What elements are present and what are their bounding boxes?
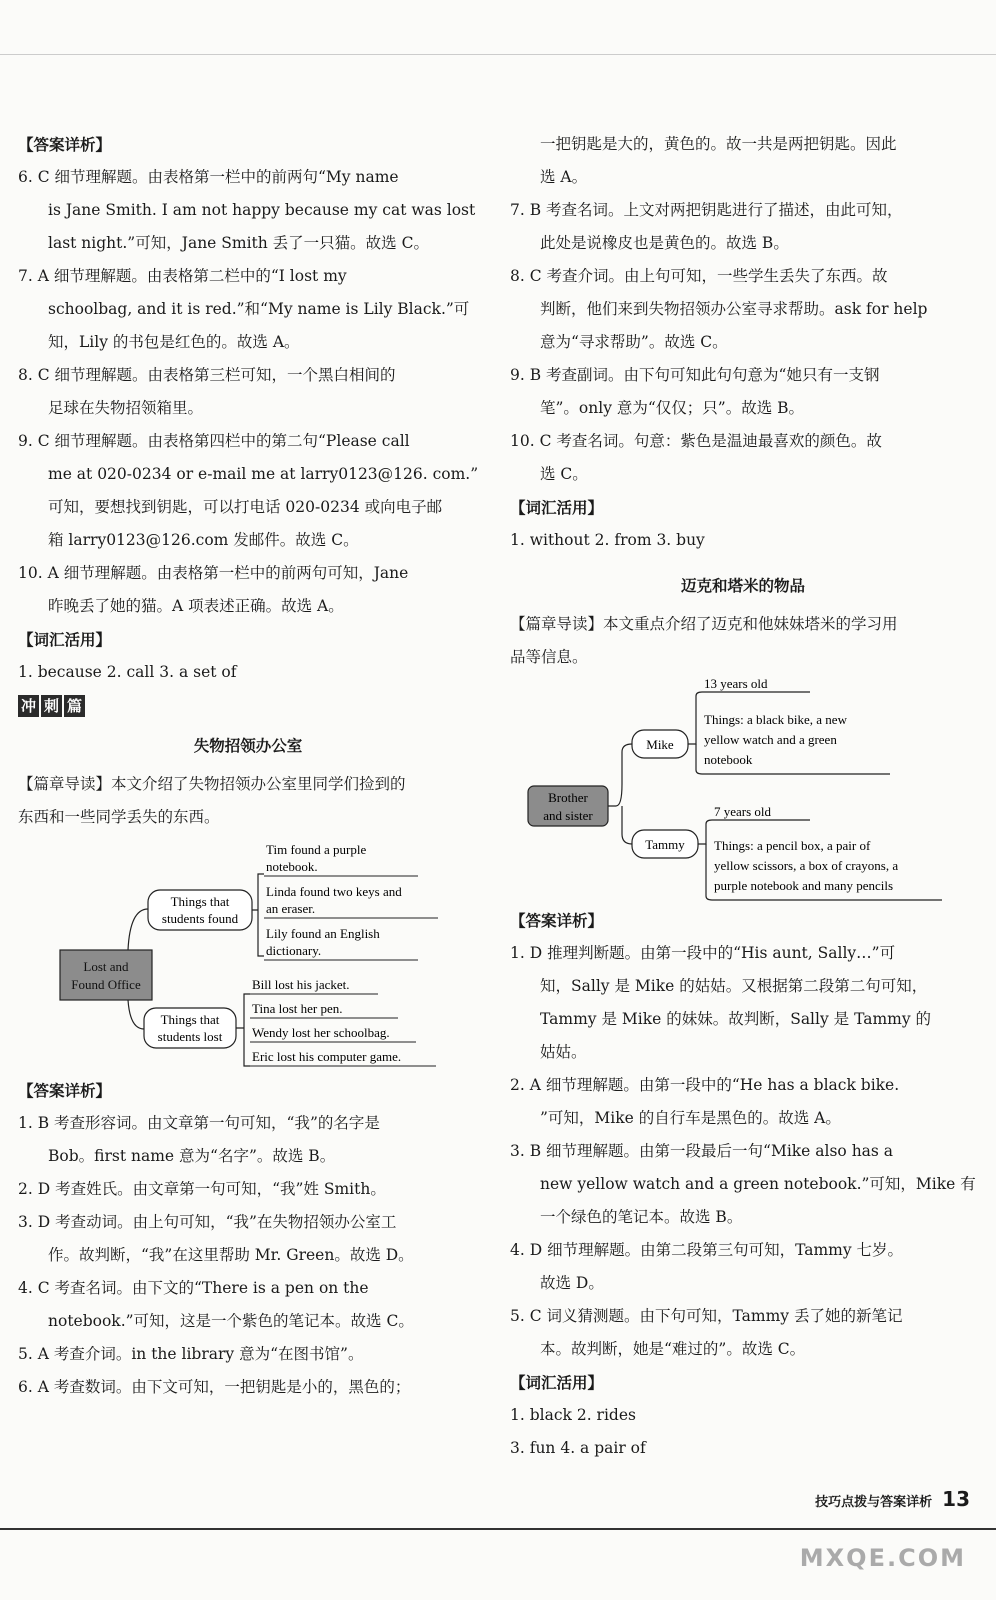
text-line: 一个绿色的笔记本。故选 B。 — [540, 1208, 743, 1226]
right-column — [510, 128, 976, 1465]
vocab-answers: 1. black 2. rides — [510, 1406, 636, 1424]
text-line: 作。故判断，“我”在这里帮助 Mr. Green。故选 D。 — [48, 1246, 414, 1264]
guide-line: 东西和一些同学丢失的东西。 — [18, 808, 220, 826]
text-line: 5. C 词义猜测题。由下句可知，Tammy 丢了她的新笔记 — [510, 1307, 903, 1325]
found-item: notebook. — [266, 859, 318, 874]
map-center-label: and sister — [543, 808, 593, 823]
badge-char: 冲 — [18, 695, 39, 717]
answers-header: 【答案详析】 — [510, 911, 604, 930]
mind-map-lost-found — [18, 834, 478, 1074]
found-item: Tim found a purple — [266, 842, 367, 857]
text-line: 2. D 考查姓氏。由文章第一句可知，“我”姓 Smith。 — [18, 1180, 386, 1198]
text-line: 意为“寻求帮助”。故选 C。 — [540, 333, 728, 351]
text-line: 5. A 考查介词。in the library 意为“在图书馆”。 — [18, 1345, 364, 1363]
tammy-things: purple notebook and many pencils — [714, 878, 894, 893]
text-line: 知，Lily 的书包是红色的。故选 A。 — [48, 333, 300, 351]
text-line: 本。故判断，她是“难过的”。故选 C。 — [540, 1340, 806, 1358]
text-line: 可知，要想找到钥匙，可以打电话 020-0234 或向电子邮 — [48, 498, 443, 516]
text-line: 7. B 考查名词。上文对两把钥匙进行了描述，由此可知， — [510, 201, 903, 219]
found-item: Linda found two keys and — [266, 884, 402, 899]
found-item: dictionary. — [266, 943, 322, 958]
text-line: 笔”。only 意为“仅仅；只”。故选 B。 — [540, 399, 805, 417]
vocab-answers: 1. without 2. from 3. buy — [510, 531, 705, 549]
bracket-line — [236, 994, 250, 1066]
text-line: 9. B 考查副词。由下句可知此句句意为“她只有一支钢 — [510, 366, 880, 384]
map-center-label: Lost and — [83, 959, 129, 974]
text-line: 1. B 考查形容词。由文章第一句可知，“我”的名字是 — [18, 1114, 380, 1132]
vocab-answers: 1. because 2. call 3. a set of — [18, 663, 237, 681]
node-label: Mike — [646, 737, 674, 752]
badge-char: 篇 — [64, 695, 85, 717]
mike-things: notebook — [704, 752, 753, 767]
connector-line — [608, 744, 632, 806]
vocab-header: 【词汇活用】 — [510, 1373, 604, 1392]
lost-item: Eric lost his computer game. — [252, 1049, 402, 1064]
watermark: MXQE.COM — [799, 1544, 966, 1572]
found-item: an eraser. — [266, 901, 316, 916]
lost-item: Tina lost her pen. — [252, 1001, 343, 1016]
age-label: 13 years old — [704, 676, 768, 691]
text-line: 足球在失物招领箱里。 — [48, 399, 204, 417]
section-badge — [18, 695, 87, 717]
badge-char: 刺 — [41, 695, 62, 717]
connector-line — [622, 806, 632, 844]
text-line: 10. A 细节理解题。由表格第一栏中的前两句可知，Jane — [18, 564, 409, 582]
text-line: 4. D 细节理解题。由第二段第三句可知，Tammy 七岁。 — [510, 1241, 904, 1259]
text-line: 姑姑。 — [540, 1043, 587, 1061]
branch-label: Things that — [170, 894, 230, 909]
vocab-header: 【词汇活用】 — [510, 498, 604, 517]
page-footer — [815, 1487, 970, 1511]
text-line: 判断，他们来到失物招领办公室寻求帮助。ask for help — [540, 300, 928, 318]
text-line: schoolbag, and it is red.”和“My name is Lily Black.”可 — [48, 300, 470, 318]
age-label: 7 years old — [714, 804, 772, 819]
bracket-line — [252, 874, 264, 956]
lost-item: Wendy lost her schoolbag. — [252, 1025, 390, 1040]
branch-label: students found — [161, 911, 239, 926]
text-line: 7. A 细节理解题。由表格第二栏中的“I lost my — [18, 267, 347, 285]
answer-block-1 — [18, 161, 478, 623]
found-item: Lily found an English — [266, 926, 380, 941]
vocab-answers: 3. fun 4. a pair of — [510, 1439, 646, 1457]
page-number: 13 — [942, 1487, 970, 1511]
text-line: 知，Sally 是 Mike 的姑姑。又根据第二段第二句可知， — [540, 977, 928, 995]
branch-label: students lost — [157, 1029, 223, 1044]
vocab-header: 【词汇活用】 — [18, 630, 112, 649]
text-line: 昨晚丢了她的猫。A 项表述正确。故选 A。 — [48, 597, 344, 615]
answer-block-2 — [18, 1107, 478, 1404]
map-center-label: Found Office — [71, 977, 141, 992]
tammy-things: yellow scissors, a box of crayons, a — [714, 858, 899, 873]
text-line: 此处是说橡皮也是黄色的。故选 B。 — [540, 234, 789, 252]
article-title: 迈克和塔米的物品 — [680, 576, 805, 595]
text-line: 9. C 细节理解题。由表格第四栏中的第二句“Please call — [18, 432, 410, 450]
text-line: notebook.”可知，这是一个紫色的笔记本。故选 C。 — [48, 1312, 414, 1330]
text-line: 一把钥匙是大的，黄色的。故一共是两把钥匙。因此 — [540, 135, 897, 153]
node-label: Tammy — [645, 837, 685, 852]
text-line: 6. C 细节理解题。由表格第一栏中的前两句“My name — [18, 168, 399, 186]
text-line: 选 C。 — [540, 465, 588, 483]
text-line: Tammy 是 Mike 的妹妹。故判断，Sally 是 Tammy 的 — [540, 1010, 932, 1028]
footer-label: 技巧点拨与答案详析 — [815, 1495, 933, 1510]
text-line: new yellow watch and a green notebook.”可知，Mike 有 — [540, 1175, 976, 1193]
guide-line: 品等信息。 — [510, 648, 588, 666]
text-line: 箱 larry0123@126.com 发邮件。故选 C。 — [48, 531, 359, 549]
text-line: is Jane Smith. I am not happy because my cat was lost — [48, 201, 476, 219]
map-center-box — [60, 950, 152, 1000]
text-line: ”可知，Mike 的自行车是黑色的。故选 A。 — [540, 1109, 841, 1127]
tammy-things: Things: a pencil box, a pair of — [714, 838, 871, 853]
text-line: 选 A。 — [540, 168, 588, 186]
guide-line: 【篇章导读】本文介绍了失物招领办公室里同学们捡到的 — [18, 775, 406, 793]
mind-map-brother-sister — [510, 674, 976, 904]
connector-line — [128, 1000, 144, 1029]
text-line: 故选 D。 — [540, 1274, 604, 1292]
text-line: 4. C 考查名词。由下文的“There is a pen on the — [18, 1279, 369, 1297]
text-line: last night.”可知，Jane Smith 丢了一只猫。故选 C。 — [48, 234, 429, 252]
lost-item: Bill lost his jacket. — [252, 977, 350, 992]
left-column — [18, 128, 478, 1404]
text-line: 8. C 考查介词。由上句可知，一些学生丢失了东西。故 — [510, 267, 888, 285]
text-line: 8. C 细节理解题。由表格第三栏可知，一个黑白相间的 — [18, 366, 396, 384]
text-line: 3. D 考查动词。由上句可知，“我”在失物招领办公室工 — [18, 1213, 397, 1231]
text-line: Bob。first name 意为“名字”。故选 B。 — [48, 1147, 336, 1165]
text-line: 3. B 细节理解题。由第一段最后一句“Mike also has a — [510, 1142, 894, 1160]
connector-line — [128, 909, 148, 950]
mike-things: yellow watch and a green — [704, 732, 837, 747]
text-line: 1. D 推理判断题。由第一段中的“His aunt, Sally…”可 — [510, 944, 896, 962]
text-line: 10. C 考查名词。句意：紫色是温迪最喜欢的颜色。故 — [510, 432, 882, 450]
branch-label: Things that — [160, 1012, 220, 1027]
answer-block-4 — [510, 937, 976, 1366]
answers-header: 【答案详析】 — [18, 135, 112, 154]
text-line: me at 020-0234 or e-mail me at larry0123@126. com.” — [48, 465, 478, 483]
bottom-rule — [0, 1528, 996, 1530]
guide-line: 【篇章导读】本文重点介绍了迈克和他妹妹塔米的学习用 — [510, 615, 898, 633]
mike-things: Things: a black bike, a new — [704, 712, 847, 727]
article-title: 失物招领办公室 — [193, 736, 303, 755]
top-rule — [0, 54, 996, 55]
map-center-label: Brother — [548, 790, 588, 805]
answer-block-3 — [510, 128, 976, 491]
answers-header: 【答案详析】 — [18, 1081, 112, 1100]
text-line: 6. A 考查数词。由下文可知，一把钥匙是小的，黑色的； — [18, 1378, 411, 1396]
text-line: 2. A 细节理解题。由第一段中的“He has a black bike. — [510, 1076, 900, 1094]
